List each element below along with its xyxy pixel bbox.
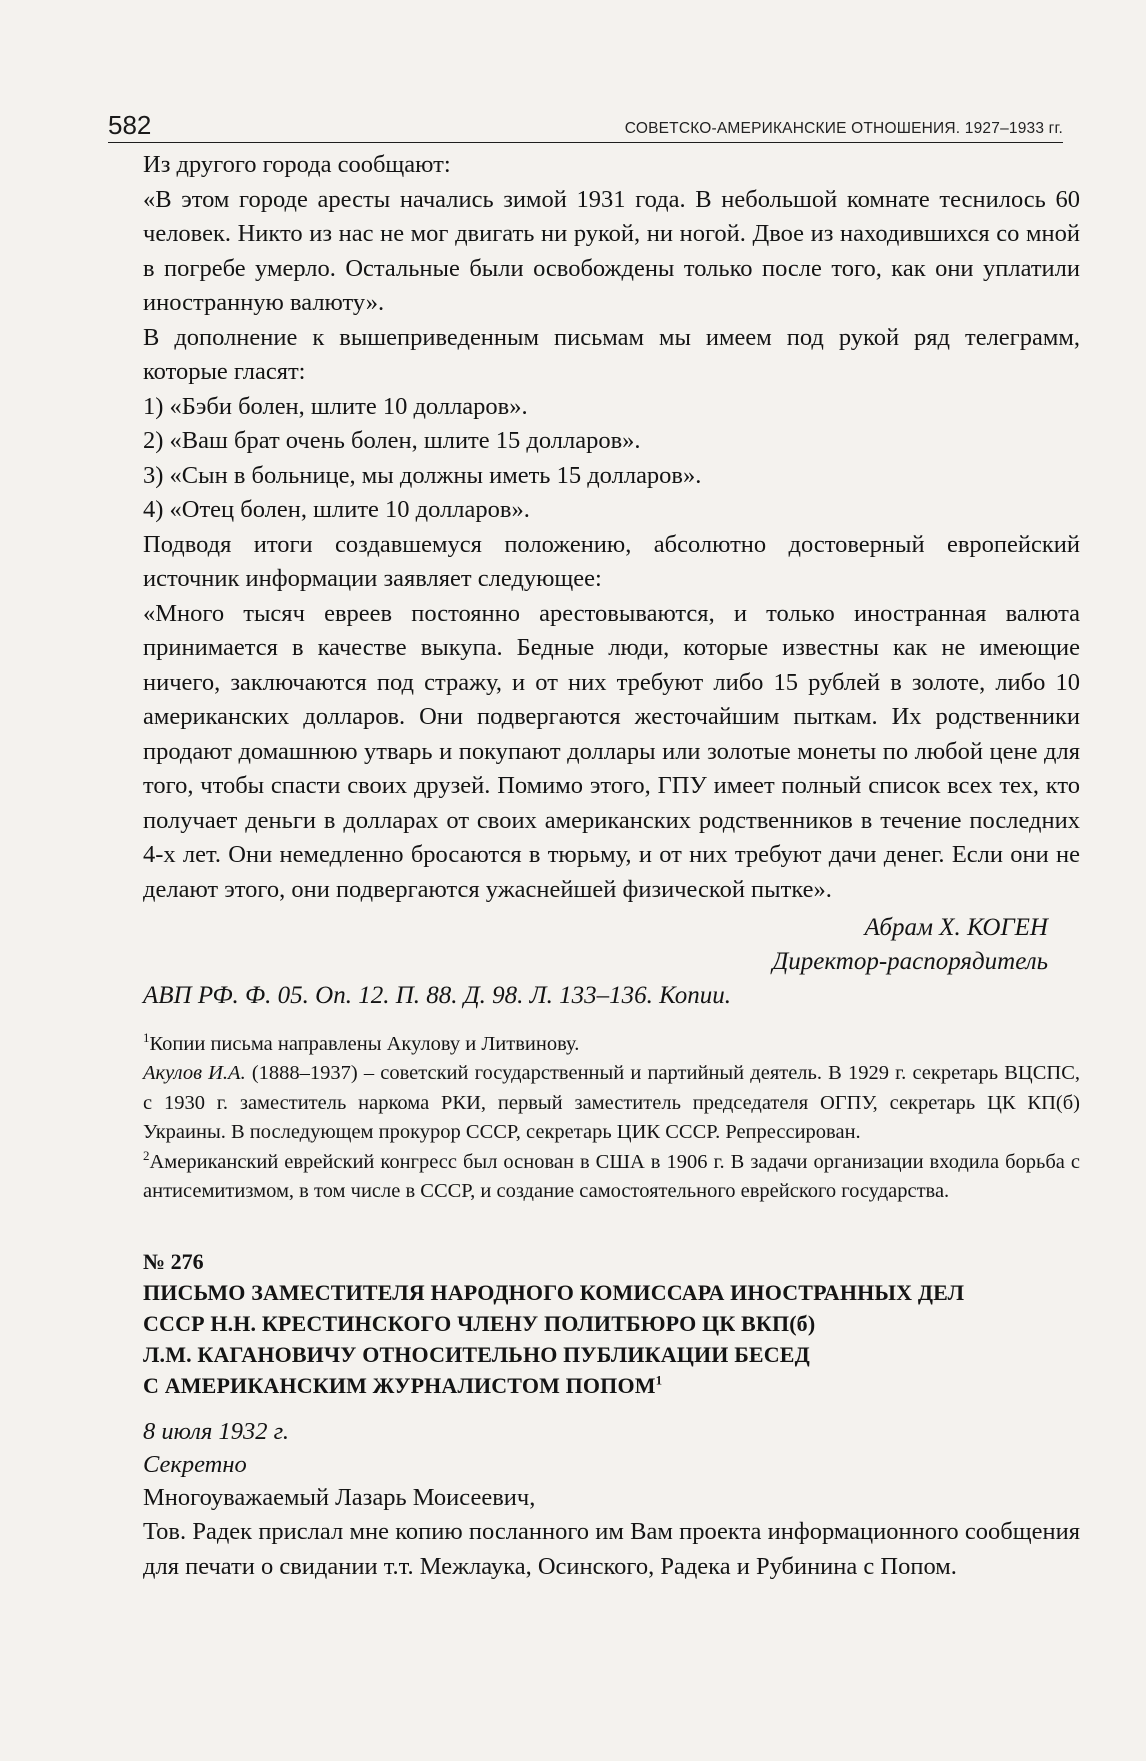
signature-title: Директор-распорядитель — [772, 948, 1048, 975]
page-header — [108, 108, 1063, 143]
quote-paragraph: «Много тысяч евреев постоянно арестовываются, и только иностранная валюта принимается в качестве выкупа. Бедные люди, которые известны как не имеющие ничего, заключаются под стражу, и от них требуют либо 15 рублей в золоте, либо 10 американских долларов. Они подвергаются жесточайшим пыткам. Их родственники продают домашнюю утварь и покупают доллары или золотые монеты по любой цене для того, чтобы спасти своих друзей. Помимо этого, ГПУ имеет полный список всех тех, кто получает деньги в долларах от своих американских родственников в течение последних 4-х лет. Они немедленно бросаются в тюрьму, и от них требуют дачи денег. Если они не делают этого, они подвергаются ужаснейшей физической пытке». — [143, 599, 1080, 903]
archive-reference: АВП РФ. Ф. 05. Оп. 12. П. 88. Д. 98. Л. 133–136. Копии. — [143, 982, 732, 1009]
paragraph: Из другого города сообщают: — [143, 151, 451, 178]
document-date: 8 июля 1932 г. — [143, 1417, 289, 1445]
title-line: СССР Н.Н. КРЕСТИНСКОГО ЧЛЕНУ ПОЛИТБЮРО ЦК ВКП(б) — [143, 1310, 816, 1336]
title-line: ПИСЬМО ЗАМЕСТИТЕЛЯ НАРОДНОГО КОМИССАРА ИНОСТРАННЫХ ДЕЛ — [143, 1279, 965, 1305]
running-head: СОВЕТСКО-АМЕРИКАНСКИЕ ОТНОШЕНИЯ. 1927–1933 гг. — [624, 120, 1063, 137]
title-line: Л.М. КАГАНОВИЧУ ОТНОСИТЕЛЬНО ПУБЛИКАЦИИ БЕСЕД — [143, 1341, 810, 1367]
document-title — [143, 1277, 1080, 1401]
title-line: С АМЕРИКАНСКИМ ЖУРНАЛИСТОМ ПОПОМ — [143, 1372, 656, 1398]
document-number: № 276 — [143, 1248, 204, 1274]
footnote-1-bio — [143, 1059, 1080, 1148]
footnote-mark: 1 — [655, 1372, 663, 1388]
footnotes — [143, 1030, 1080, 1207]
quote-paragraph: «В этом городе аресты начались зимой 1931 года. В небольшой комнате теснилось 60 человек. Никто из нас не мог двигать ни рукой, ни ногой. Двое из находившихся со мной в погребе умерло. Остальные были освобождены только после того, как они уплатили иностранную валюту». — [143, 185, 1080, 316]
footnote-1 — [143, 1030, 1080, 1060]
footnote-mark: 2 — [143, 1147, 150, 1163]
footnote-bio-text: (1888–1937) – советский государственный и партийный деятель. В 1929 г. секретарь ВЦСПС, с 1930 г. заместитель наркома РКИ, первый заместитель председателя ОГПУ, секретарь ЦК КП(б) Украины. В последующем прокурор СССР, секретарь ЦИК СССР. Репрессирован. — [143, 1062, 1080, 1143]
page-number: 582 — [108, 110, 152, 140]
telegram-item: 2) «Ваш брат очень болен, шлите 15 долларов». — [143, 427, 641, 454]
salutation: Многоуважаемый Лазарь Моисеевич, — [143, 1483, 536, 1511]
footnote-2 — [143, 1148, 1080, 1207]
signature-name: Абрам Х. КОГЕН — [864, 914, 1048, 941]
paragraph: В дополнение к вышеприведенным письмам мы имеем под рукой ряд телеграмм, которые гласят: — [143, 323, 1080, 385]
paragraph: Тов. Радек прислал мне копию посланного им Вам проекта информационного сообщения для печати о свидании т.т. Межлаука, Осинского, Радека и Рубинина с Попом. — [143, 1518, 1080, 1580]
telegram-item: 4) «Отец болен, шлите 10 долларов». — [143, 496, 530, 523]
title-line-last — [143, 1370, 1080, 1401]
paragraph: Подводя итоги создавшемуся положению, абсолютно достоверный европейский источник информации заявляет следующее: — [143, 530, 1080, 592]
footnote-mark: 1 — [143, 1029, 150, 1045]
classification-label: Секретно — [143, 1450, 247, 1478]
telegram-item: 1) «Бэби болен, шлите 10 долларов». — [143, 392, 528, 420]
footnote-text: Американский еврейский конгресс был основан в США в 1906 г. В задачи организации входила борьба с антисемитизмом, в том числе в СССР, и создание самостоятельного еврейского государства. — [143, 1150, 1080, 1202]
page-body — [143, 148, 1080, 1584]
footnote-text: Копии письма направлены Акулову и Литвинову. — [149, 1032, 580, 1055]
footnote-person-name: Акулов И.А. — [143, 1062, 246, 1084]
telegram-item: 3) «Сын в больнице, мы должны иметь 15 долларов». — [143, 461, 702, 489]
signature-block — [143, 911, 1080, 979]
